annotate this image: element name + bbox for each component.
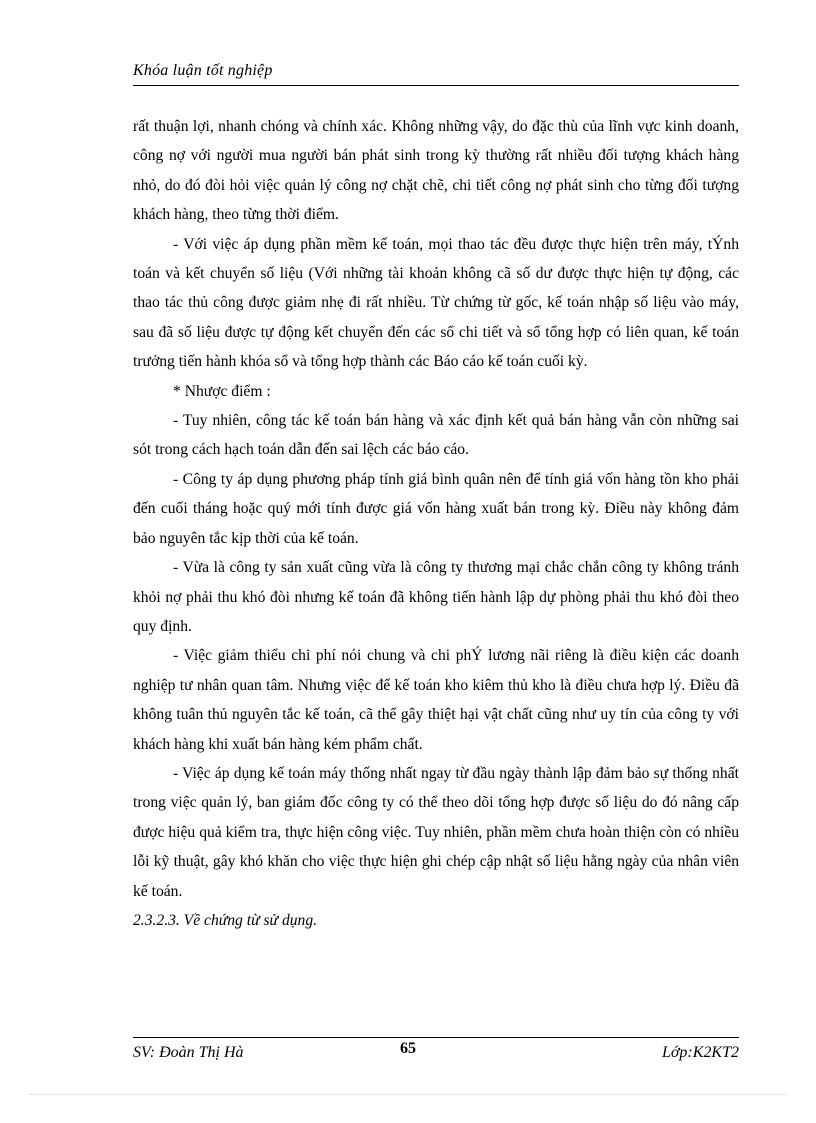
footer-class: Lớp:K2KT2	[661, 1044, 739, 1061]
footer-rule	[133, 1037, 739, 1038]
paragraph: - Với việc áp dụng phần mềm kế toán, mọi thao tác đều được thực hiện trên máy, tÝnh toán và kết chuyển số liệu (Với những tài khoản không cã số dư được thực hiện tự động, các thao tác thủ công được giảm nhẹ đi rất nhiều. Từ chứng từ gốc, kế toán nhập số liệu vào máy, sau đã số liệu được tự động kết chuyển đến các sổ chi tiết và sổ tổng hợp có liên quan, kế toán trưởng tiến hành khóa sổ và tổng hợp thành các Báo cáo kế toán cuối kỳ.	[133, 235, 739, 371]
paragraph: - Vừa là công ty sản xuất cũng vừa là công ty thương mại chắc chắn công ty không tránh khỏi nợ phải thu khó đòi nhưng kế toán đã không tiến hành lập dự phòng phải thu khó đòi theo quy định.	[133, 559, 739, 635]
header-title: Khóa luận tốt nghiệp	[133, 62, 273, 79]
page-bottom-border	[30, 1094, 786, 1095]
subheading-disadvantages: * Nhược điểm :	[173, 382, 271, 400]
page-header	[133, 62, 739, 80]
paragraph: - Việc áp dụng kế toán máy thống nhất ngay từ đầu ngày thành lập đảm bảo sự thống nhất trong việc quản lý, ban giám đốc công ty có thể theo dõi tổng hợp được số liệu do đó nâng cấp được hiệu quả kiểm tra, thực hiện công việc. Tuy nhiên, phần mềm chưa hoàn thiện còn có nhiều lỗi kỹ thuật, gây khó khăn cho việc thực hiện ghi chép cập nhật số liệu hằng ngày của nhân viên kế toán.	[133, 764, 739, 900]
paragraph: - Việc giảm thiểu chi phí nói chung và chi phÝ lương nãi riêng là điều kiện các doanh nghiệp tư nhân quan tâm. Nhưng việc để kế toán kho kiêm thủ kho là điều chưa hợp lý. Điều đã không tuân thủ nguyên tắc kế toán, cã thể gây thiệt hại vật chất cũng như uy tín của công ty với khách hàng khi xuất bán hàng kém phẩm chất.	[133, 647, 739, 753]
footer-student: SV: Đoàn Thị Hà	[133, 1044, 244, 1061]
paragraph: - Tuy nhiên, công tác kế toán bán hàng và xác định kết quả bán hàng vẫn còn những sai sót trong cách hạch toán dẫn đến sai lệch các báo cáo.	[133, 412, 739, 459]
page-number: 65	[400, 1040, 416, 1057]
header-rule	[133, 85, 739, 86]
section-heading: 2.3.2.3. Về chứng từ sử dụng.	[133, 911, 318, 929]
paragraph: rất thuận lợi, nhanh chóng và chính xác. Không những vậy, do đặc thù của lĩnh vực kinh doanh, công nợ với người mua người bán phát sinh trong kỳ thường rất nhiều đối tượng khách hàng nhỏ, do đó đòi hỏi việc quản lý công nợ chặt chẽ, chi tiết công nợ phát sinh cho từng đối tượng khách hàng, theo từng thời điểm.	[133, 118, 739, 224]
body-text	[133, 112, 739, 935]
paragraph: - Công ty áp dụng phương pháp tính giá bình quân nên để tính giá vốn hàng tồn kho phải đến cuối tháng hoặc quý mới tính được giá vốn hàng xuất bán trong kỳ. Điều này không đảm bảo nguyên tắc kịp thời của kế toán.	[133, 470, 739, 547]
